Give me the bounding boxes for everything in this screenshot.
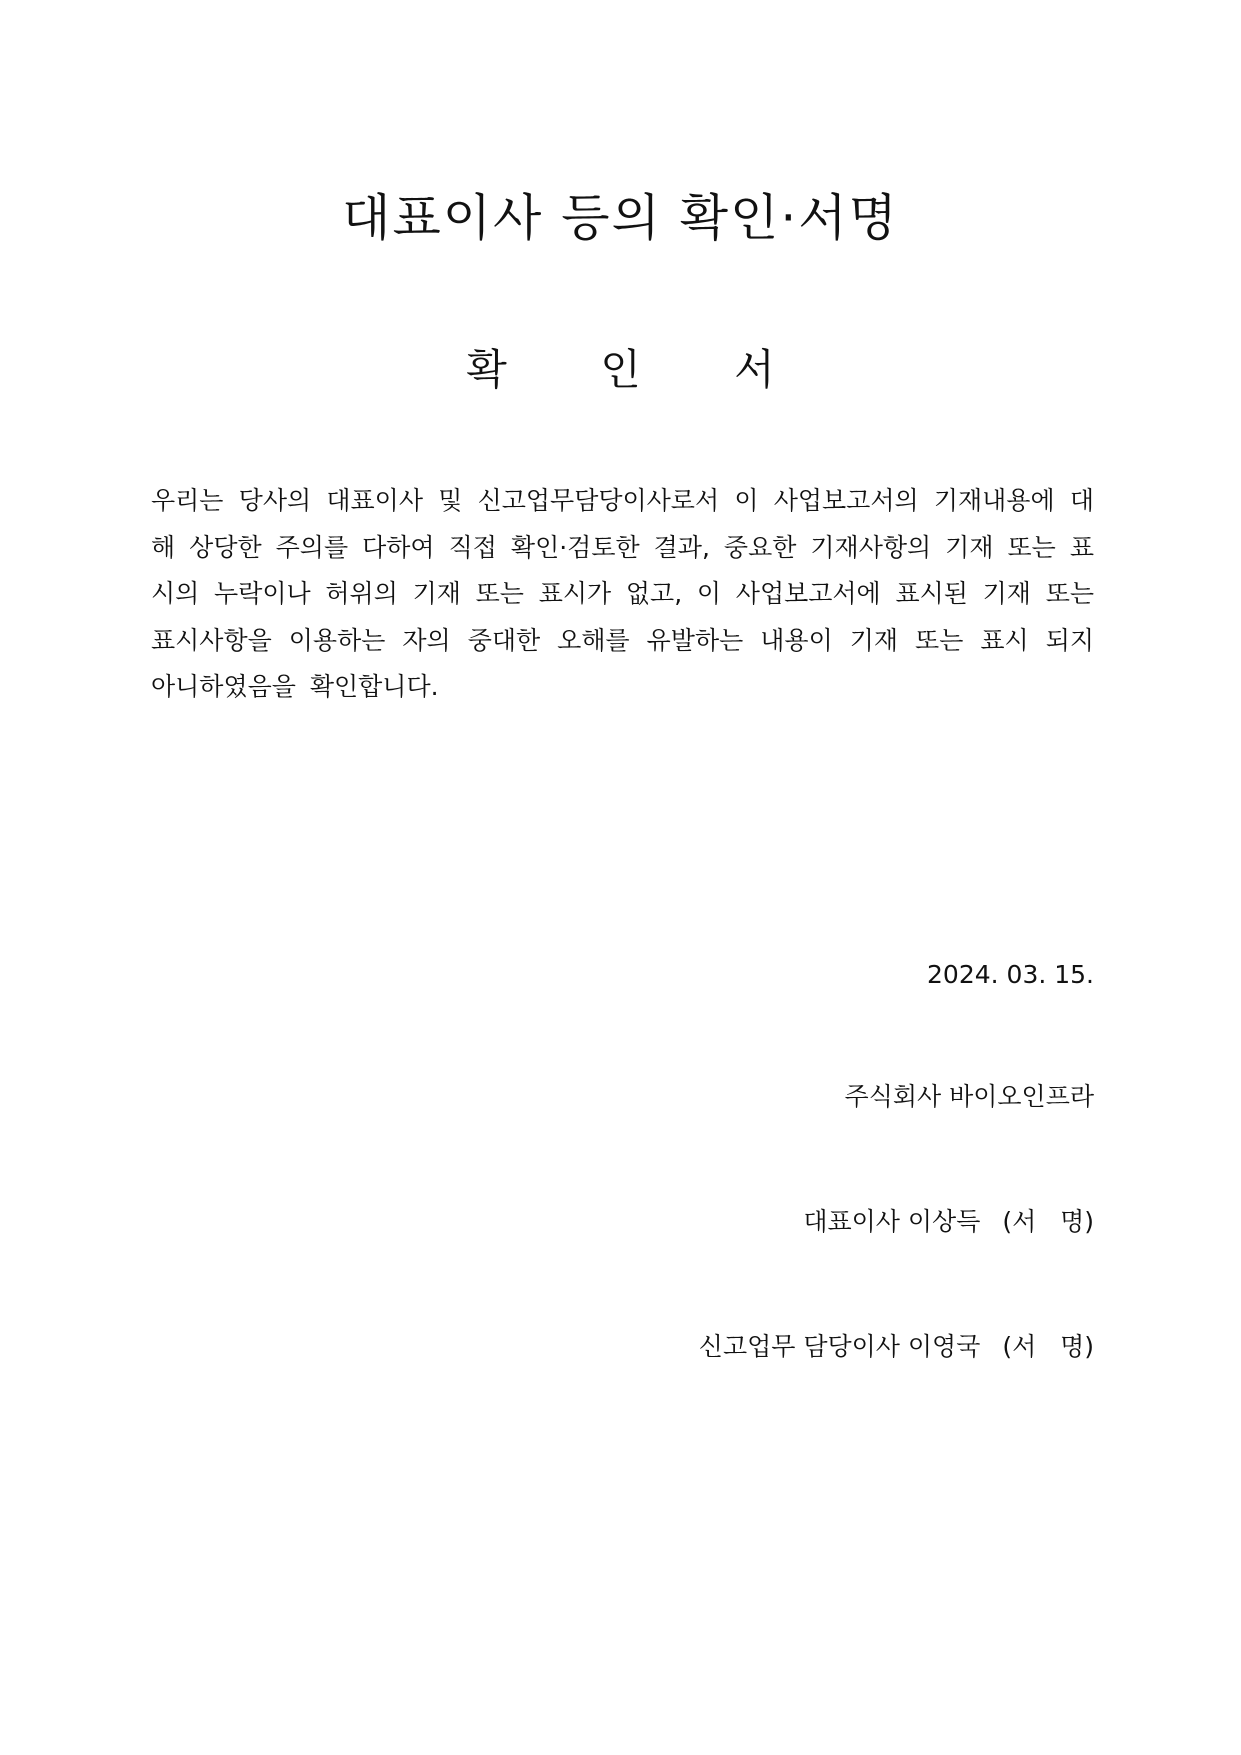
ceo-sign-label: (서 명): [1002, 1207, 1094, 1236]
ceo-name: 대표이사 이상득: [803, 1207, 981, 1236]
officer-name: 신고업무 담당이사 이영국: [698, 1332, 981, 1361]
company-name: 주식회사 바이오인프라: [844, 1082, 1094, 1111]
document-title: 대표이사 등의 확인·서명: [342, 189, 899, 247]
document-date: 2024. 03. 15.: [927, 960, 1094, 989]
confirmation-statement: 우리는 당사의 대표이사 및 신고업무담당이사로서 이 사업보고서의 기재내용에 대해 상당한 주의를 다하여 직접 확인·검토한 결과, 중요한 기재사항의 기재 또는 표시의 누락이나 허위의 기재 또는 표시가 없고, 이 사업보고서에 표시된 기재 또는 표시사항을 이용하는 자의 중대한 오해를 유발하는 내용이 기재 또는 표시 되지 아니하였음을 확인합니다.: [151, 486, 1094, 701]
document-subtitle: 확 인 서: [466, 345, 815, 394]
ceo-signature-line: [803, 1205, 1094, 1239]
officer-signature-line: [699, 1330, 1094, 1364]
officer-sign-label: (서 명): [1002, 1332, 1094, 1361]
